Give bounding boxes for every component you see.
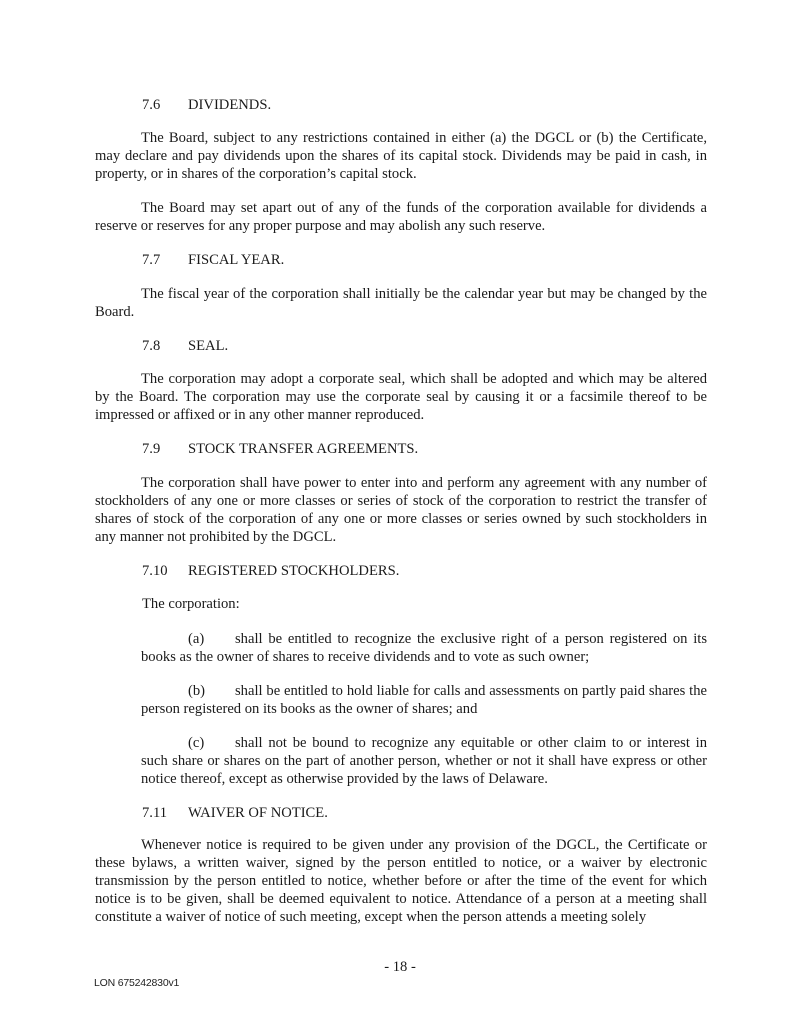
section-title: REGISTERED STOCKHOLDERS. [188,563,400,579]
list-item-label: (a) [188,631,205,647]
section-number: 7.7 [142,252,161,268]
paragraph-waiver: Whenever notice is required to be given under any provision of the DGCL, the Certificate or these bylaws, a written waiver, signed by the person entitled to notice, or a waiver by electronic transmission by the person entitled to notice, whether before or after the time of the event for which notice is to be given, shall be deemed equivalent to notice. Attendance of a person at a meeting shall constitute a waiver of notice of such meeting, except when the person attends a meeting solely [95,837,707,925]
paragraph-fiscal-year: The fiscal year of the corporation shall initially be the calendar year but may be changed by the Board. [95,286,707,320]
section-number: 7.8 [142,338,161,354]
page-number: - 18 - [384,959,416,975]
section-title: FISCAL YEAR. [188,252,285,268]
list-item-b: (b) shall be entitled to hold liable for calls and assessments on partly paid shares the person registered on its books as the owner of shares; and [141,683,707,717]
section-number: 7.11 [142,805,167,821]
list-item-label: (c) [188,735,205,751]
list-item-a: (a) shall be entitled to recognize the exclusive right of a person registered on its books as the owner of shares to receive dividends and to vote as such owner; [141,631,707,665]
paragraph-registered-intro: The corporation: [142,596,240,612]
list-item-label: (b) [188,683,206,699]
section-title: STOCK TRANSFER AGREEMENTS. [188,441,419,457]
list-item-c: (c) shall not be bound to recognize any equitable or other claim to or interest in such share or shares on the part of another person, whether or not it shall have express or other notice thereof, except as otherwise provided by the laws of Delaware. [141,735,707,787]
paragraph-stock-transfer: The corporation shall have power to enter into and perform any agreement with any number of stockholders of any one or more classes or series of stock of the corporation to restrict the transfer of shares of stock of the corporation of any one or more classes or series owned by such stockholders in any manner not prohibited by the DGCL. [95,475,707,545]
section-number: 7.9 [142,441,161,457]
paragraph-dividends-1: The Board, subject to any restrictions contained in either (a) the DGCL or (b) the Certificate, may declare and pay dividends upon the shares of its capital stock. Dividends may be paid in cash, in property, or in shares of the corporation’s capital stock. [95,130,707,182]
section-title: SEAL. [188,338,229,354]
document-id: LON 675242830v1 [94,977,180,989]
section-title: DIVIDENDS. [188,97,272,113]
paragraph-dividends-2: The Board may set apart out of any of the funds of the corporation available for dividends a reserve or reserves for any proper purpose and may abolish any such reserve. [95,200,707,234]
section-number: 7.6 [142,97,161,113]
section-number: 7.10 [142,563,168,579]
paragraph-seal: The corporation may adopt a corporate seal, which shall be adopted and which may be altered by the Board. The corporation may use the corporate seal by causing it or a facsimile thereof to be impressed or affixed or in any other manner reproduced. [95,371,707,423]
section-title: WAIVER OF NOTICE. [188,805,328,821]
